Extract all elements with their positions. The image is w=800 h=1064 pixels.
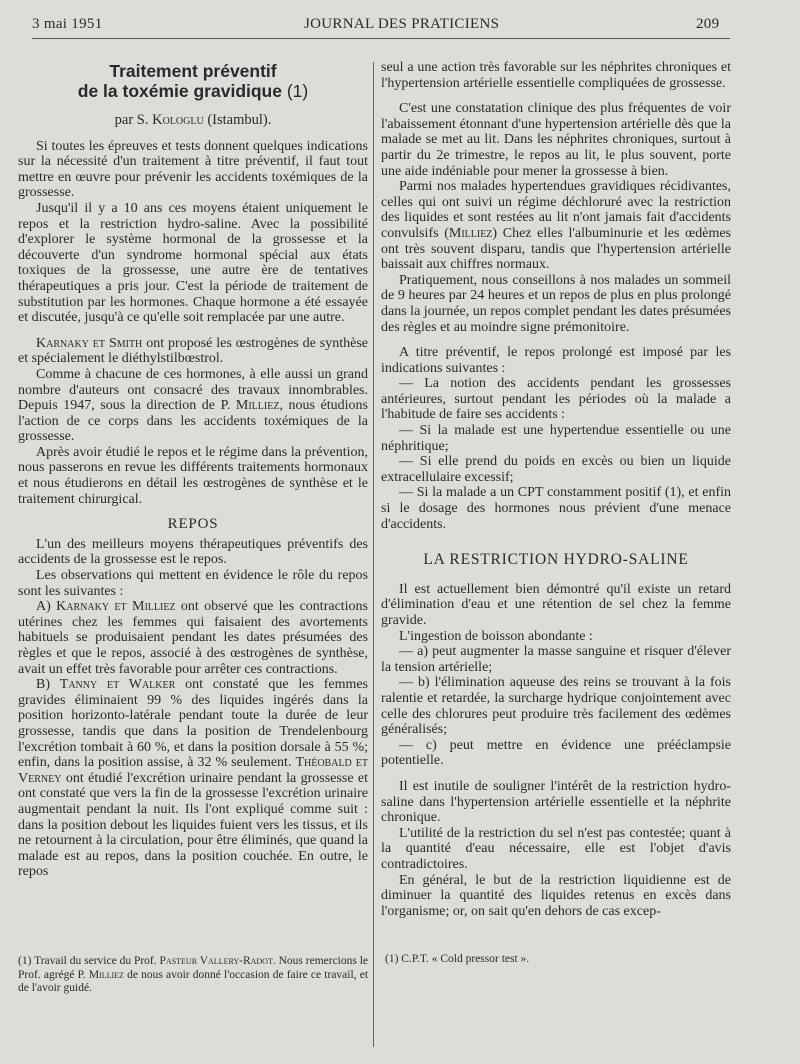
- title-line-1: Traitement préventif: [109, 61, 277, 81]
- paragraph: A titre préventif, le repos prolongé est imposé par les indications suivantes :: [381, 345, 731, 376]
- running-header: [32, 16, 720, 36]
- list-item: — a) peut augmenter la masse sanguine et risquer d'élever la tension artérielle;: [381, 644, 731, 675]
- title-footnote-ref: (1): [286, 81, 309, 101]
- paragraph-text: , nous étudions l'action de ce corps dans les accidents toxémiques de la grossesse.: [18, 398, 368, 445]
- paragraph: [18, 336, 368, 367]
- list-item: — b) l'élimination aqueuse des reins se trouvant à la fois ralentie et retardée, la surcharge hydrique conjointement avec celle des chlorures peut produire très facilement des œdèmes généralisés;: [381, 675, 731, 738]
- list-item: — Si la malade a un CPT constamment positif (1), et enfin si le dosage des hormones nous prévient d'une menace d'accidents.: [381, 485, 731, 532]
- author-line: [18, 113, 368, 129]
- footnote-name: Milliez: [88, 968, 124, 981]
- list-item: — c) peut mettre en évidence une prééclampsie potentielle.: [381, 737, 731, 769]
- section-heading-repos: REPOS: [167, 516, 219, 533]
- paragraph: L'utilité de la restriction du sel n'est pas contestée; quant à la quantité d'eau nécessaire, elle est l'objet d'avis contradictoires.: [381, 825, 731, 872]
- page-number: 209: [696, 16, 720, 32]
- left-column: [18, 58, 368, 880]
- journal-name: JOURNAL DES PRATICIENS: [304, 16, 500, 32]
- paragraph: Pratiquement, nous conseillons à nos malades un sommeil de 9 heures par 24 heures et un repos de plus en plus prolongé dans la journée, un repos complet pendant les dates présumées des règles et au moindre signe prémonitoire.: [381, 272, 731, 335]
- paragraph: C'est une constatation clinique des plus fréquentes de voir l'abaissement étonnant d'une hypertension artérielle dès que la malade se met au lit. Dans les néphrites chroniques, surtout à partir du 2e trimestre, le repos au lit, le plus souvent, porte une aide indéniable pour mener la grossesse à bien.: [381, 101, 731, 179]
- footnote-name: Pasteur Vallery-Radot.: [159, 955, 276, 967]
- paragraph-text: ont proposé les œstrogènes de synthèse et spécialement le diéthylstilbœstrol.: [18, 335, 368, 367]
- author-names: Théobald et Verney: [18, 755, 368, 786]
- list-item: — La notion des accidents pendant les grossesses antérieures, surtout pendant les périodes où la malade a l'habitude de faire ses accidents :: [381, 376, 731, 423]
- paragraph-text: ) Chez elles l'albuminurie et les œdèmes ont très souvent disparu, tandis que l'hypertension artérielle baissait aux chiffres normaux.: [381, 225, 731, 273]
- author-prefix: par S.: [114, 112, 149, 128]
- footnote-text: Nous remercions le Prof. agrégé P.: [18, 955, 369, 981]
- right-column: [381, 60, 731, 919]
- paragraph: [18, 677, 368, 880]
- paragraph-text: ont étudié l'excrétion urinaire pendant la grossesse et ont constaté que vers la fin de la grossesse l'excrétion urinaire augmentait pendant la nuit. Ils l'ont expliqué comme suit : dans la position debout les liquides fuient vers les tissus, et ils ne retournent à la circulation, pour être éliminés, que quand la malade est au repos, dans la position couchée. En outre, le repos: [18, 770, 369, 880]
- article-title: [18, 61, 368, 101]
- list-item: — Si la malade est une hypertendue essentielle ou une néphritique;: [381, 423, 731, 454]
- paragraph-text: ont constaté que les femmes gravides éliminaient 99 % des liquides ingérés dans la position horizonto-latérale pendant toute la durée de leur grossesse, tandis que dans la position de Trendelenbourg l'excrétion tombait à 60 %, et dans la position dorsale à 55 %; enfin, dans la position assise, à 32 % seulement.: [18, 677, 369, 771]
- header-rule: [32, 38, 730, 39]
- paragraph-text: Parmi nos malades hypertendues gravidiques récidivantes, celles qui ont suivi un régime déchloruré avec la restriction des liquides et sont restées au lit n'ont jamais fait d'accidents convulsifs (: [381, 179, 731, 241]
- footnote-right: (1) C.P.T. « Cold pressor test ».: [385, 953, 530, 965]
- paragraph: Il est actuellement bien démontré qu'il existe un retard d'élimination d'eau et une rétention de sel chez la femme gravide.: [381, 581, 731, 628]
- paragraph: En général, le but de la restriction liquidienne est de diminuer la quantité des liquides retenus en excès dans l'organisme; or, on sait qu'en dehors de cas excep-: [381, 872, 731, 919]
- paragraph: Après avoir étudié le repos et le régime dans la prévention, nous passerons en revue les différents traitements hormonaux et nous étudierons en détail les œstrogènes de synthèse et le traitement chirurgical.: [18, 444, 368, 507]
- list-item: — Si elle prend du poids en excès ou bien un liquide extracellulaire excessif;: [381, 454, 731, 485]
- paragraph: Jusqu'il il y a 10 ans ces moyens étaient uniquement le repos et la restriction hydro-saline. Avec la possibilité d'explorer le système hormonal de la grossesse et la découverte d'un syndrome hormonal spécial aux états toxiques de la grossesse, une autre ère de tentatives thérapeutiques a pris jour. C'est la période de traitement de substitution par les hormones. Chaque hormone a été essayée et discutée, jusqu'à ce qu'elle soit remplacée par une autre.: [18, 200, 368, 326]
- title-line-2: [18, 81, 368, 101]
- footnote-left: [18, 955, 368, 996]
- item-label: A): [36, 599, 51, 615]
- paragraph: L'ingestion de boisson abondante :: [399, 628, 593, 644]
- paragraph: seul a une action très favorable sur les néphrites chroniques et l'hypertension artérielle essentielle compliquées de grossesse.: [381, 60, 731, 91]
- paragraph: [18, 599, 368, 677]
- paragraph-text: ont observé que les contractions utérines chez les femmes qui faisaient des avortements habituels se produisaient pendant les dates présumées des règles et que le repos, associé à des œstrogènes de synthèse, avait un effet très favorable pour arrêter ces contractions.: [18, 599, 369, 677]
- author-name: Milliez: [448, 225, 493, 241]
- author-place: (Istambul).: [207, 112, 272, 128]
- author-names: Karnaky et Milliez: [56, 599, 176, 615]
- column-divider: [373, 62, 374, 1047]
- header-date: 3 mai 1951: [32, 16, 103, 32]
- author-names: Tanny et Walker: [59, 677, 176, 693]
- paragraph: Les observations qui mettent en évidence le rôle du repos sont les suivantes :: [18, 568, 368, 599]
- author-names: Karnaky et Smith: [36, 335, 143, 351]
- title-line-2-text: de la toxémie gravidique: [77, 81, 282, 101]
- item-label: B): [36, 677, 50, 693]
- footnote-text: (1) Travail du service du Prof.: [18, 955, 157, 967]
- footnote-text: de nous avoir donné l'occasion de faire ce travail, et de l'avoir guidé.: [18, 968, 369, 994]
- paragraph: [381, 179, 731, 273]
- paragraph: [18, 367, 368, 445]
- paragraph: Si toutes les épreuves et tests donnent quelques indications sur la nécessité d'un traitement à titre préventif, il faut tout mettre en œuvre pour prévenir les accidents toxémiques de la grossesse.: [18, 138, 368, 201]
- author-name: Kologlu: [152, 112, 204, 128]
- section-heading-restriction: LA RESTRICTION HYDRO-SALINE: [423, 551, 689, 569]
- paragraph: L'un des meilleurs moyens thérapeutiques préventifs des accidents de la grossesse est le repos.: [18, 536, 368, 568]
- author-name: Milliez: [235, 398, 280, 414]
- paragraph: Il est inutile de souligner l'intérêt de la restriction hydro-saline dans l'hypertension artérielle essentielle et la néphrite chronique.: [381, 778, 731, 826]
- paragraph-text: Comme à chacune de ces hormones, à elle aussi un grand nombre d'auteurs ont consacré des travaux innombrables. Depuis 1947, sous la direction de P.: [18, 366, 368, 414]
